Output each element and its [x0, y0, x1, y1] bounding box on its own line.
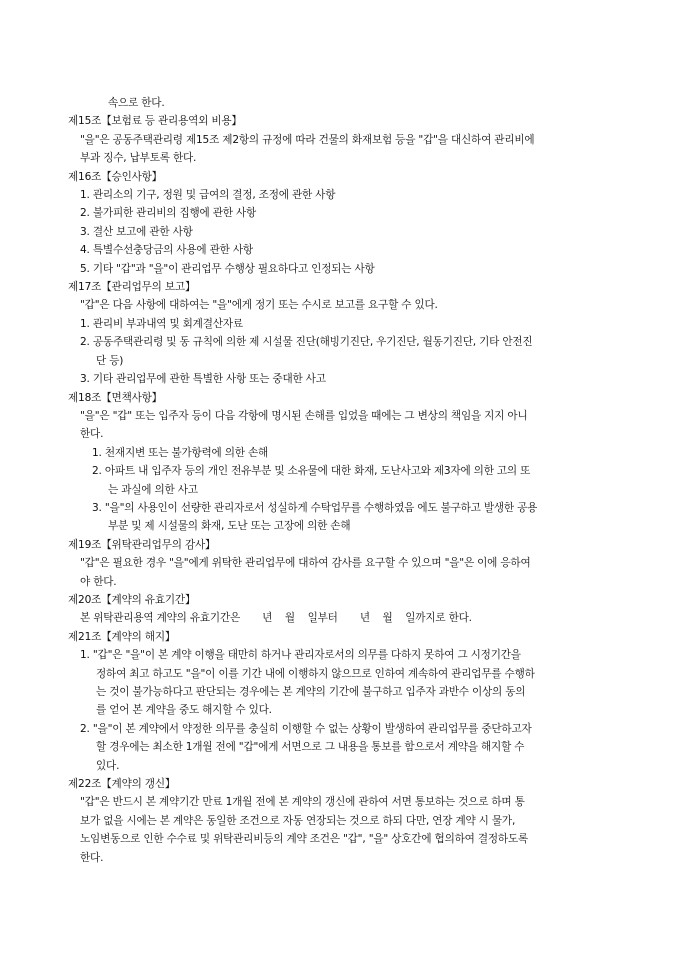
article-18-body: "을"은 "갑" 또는 입주자 등이 다음 각항에 명시된 손해를 입었을 때에는 그 변상의 책임을 지지 아니 [80, 409, 528, 422]
list-item: 3. 기타 관리업무에 관한 특별한 사항 또는 중대한 사고 [80, 373, 326, 386]
article-19-body: "갑"은 필요한 경우 "을"에게 위탁한 관리업무에 대하여 감사를 요구할 수 있으며 "을"은 이에 응하여 [80, 557, 531, 570]
list-item: 3. "을"의 사용인이 선량한 관리자로서 성실하게 수탁업무를 수행하였음 에도 불구하고 발생한 공용 [92, 501, 538, 514]
article-22-body-cont: 노임변동으로 인한 수수료 및 위탁관리비등의 계약 조건은 "갑", "을" 상호간에 협의하여 결정하도록 [80, 833, 529, 846]
article-22-body: "갑"은 반드시 본 계약기간 만료 1개월 전에 본 계약의 갱신에 관하여 서면 통보하는 것으로 하며 통 [80, 796, 525, 809]
article-18-body-cont: 한다. [80, 428, 104, 441]
article-22-title: 제22조【계약의 갱신】 [68, 778, 176, 791]
list-item: 5. 기타 "갑"과 "을"이 관리업무 수행상 필요하다고 인정되는 사항 [80, 262, 375, 275]
article-21-title: 제21조【계약의 해지】 [68, 630, 176, 643]
list-item: 1. 관리비 부과내역 및 회계결산자료 [80, 317, 243, 330]
article-15-body-cont: 부과 징수, 납부토록 한다. [80, 152, 197, 165]
list-item: 2. 공동주택관리령 및 동 규칙에 의한 제 시설물 진단(해빙기진단, 우기진단, 월동기진단, 기타 안전진 [80, 336, 533, 349]
article-17-title: 제17조【관리업무의 보고】 [68, 281, 196, 294]
article-20-body: 본 위탁관리용역 계약의 유효기간은 년 월 일부터 년 월 일까지로 한다. [80, 612, 472, 625]
list-item: 1. 천재지변 또는 불가항력에 의한 손해 [92, 446, 269, 459]
article-18-title: 제18조【면책사항】 [68, 391, 163, 404]
list-item-cont: 를 얻어 본 계약을 중도 해지할 수 있다. [96, 704, 272, 717]
article-20-title: 제20조【계약의 유효기간】 [68, 593, 196, 606]
list-item-cont: 는 과실에 의한 사고 [108, 483, 198, 496]
article-15-title: 제15조【보험료 등 관리용역외 비용】 [68, 115, 242, 128]
article-22-body-cont: 한다. [80, 851, 104, 864]
article-19-body-cont: 야 한다. [80, 575, 117, 588]
article-17-body: "갑"은 다음 사항에 대하여는 "을"에게 정기 또는 수시로 보고를 요구할 수 있다. [80, 299, 438, 312]
list-item: 3. 결산 보고에 관한 사항 [80, 225, 193, 238]
list-item: 1. "갑"은 "을"이 본 계약 이행을 태만히 하거나 관리자로서의 의무를 다하지 못하여 그 시정기간을 [80, 649, 521, 662]
article-19-title: 제19조【위탁관리업무의 감사】 [68, 538, 216, 551]
list-item-cont: 정하여 최고 하고도 "을"이 이를 기간 내에 이행하지 않으므로 인하여 계속하여 관리업무를 수행하 [96, 667, 535, 680]
list-item: 2. 아파트 내 입주자 등의 개인 전유부분 및 소유물에 대한 화재, 도난사고와 제3자에 의한 고의 또 [92, 465, 531, 478]
list-item-cont: 는 것이 불가능하다고 판단되는 경우에는 본 계약의 기간에 불구하고 입주자 과반수 이상의 동의 [96, 686, 526, 698]
list-item-cont: 할 경우에는 최소한 1개월 전에 "갑"에게 서면으로 그 내용을 통보를 함으로서 계약을 해지할 수 [96, 741, 525, 754]
list-item: 2. "을"이 본 계약에서 약정한 의무를 충실히 이행할 수 없는 상황이 발생하여 관리업무를 중단하고자 [80, 722, 532, 735]
list-item-cont: 있다. [96, 759, 120, 772]
list-item: 4. 특별수선충당금의 사용에 관한 사항 [80, 244, 253, 257]
list-item: 2. 불가피한 관리비의 집행에 관한 사항 [80, 207, 257, 220]
article-16-title: 제16조【승인사항】 [68, 170, 163, 183]
list-item-cont: 단 등) [96, 354, 124, 367]
continued-text: 속으로 한다. [108, 97, 165, 109]
list-item: 1. 관리소의 기구, 정원 및 급여의 결정, 조정에 관한 사항 [80, 189, 336, 202]
list-item-cont: 부분 및 제 시설물의 화재, 도난 또는 고장에 의한 손해 [108, 520, 351, 533]
article-22-body-cont: 보가 없을 시에는 본 계약은 동일한 조건으로 자동 연장되는 것으로 하되 다만, 연장 계약 시 물가, [80, 814, 516, 827]
article-15-body: "을"은 공동주택관리령 제15조 제2항의 규정에 따라 건물의 화재보험 등을 "갑"을 대신하여 관리비에 [80, 133, 535, 146]
